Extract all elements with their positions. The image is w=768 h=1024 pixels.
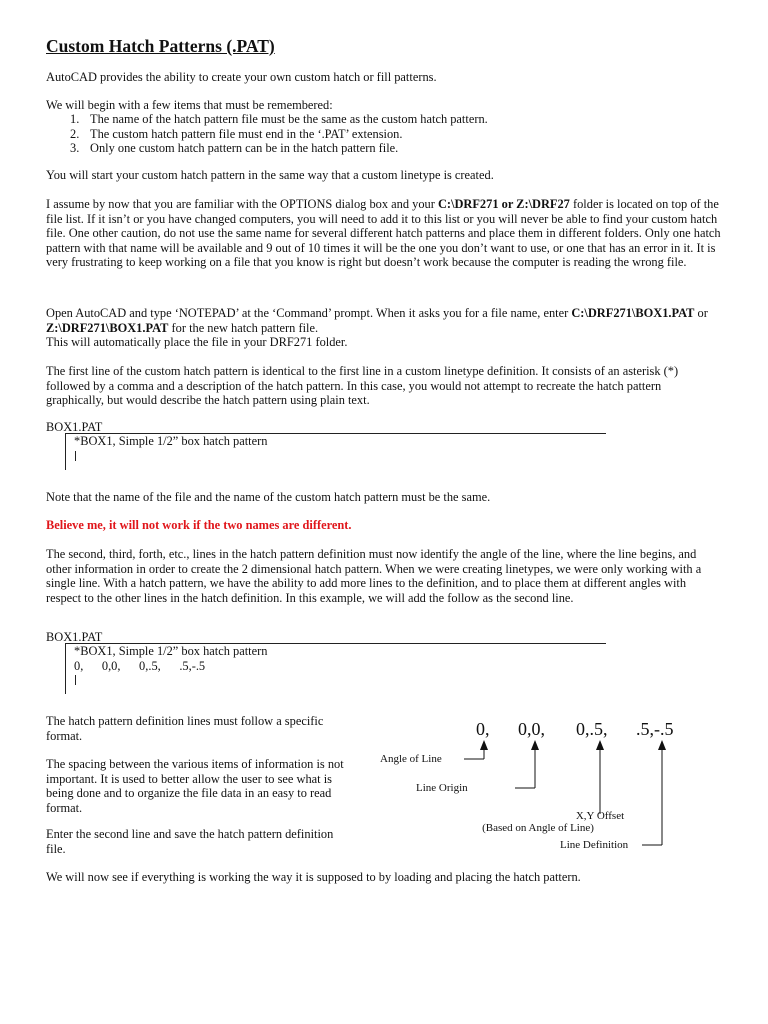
- code-line: *BOX1, Simple 1/2” box hatch pattern: [74, 434, 268, 448]
- diagram-value-origin: 0,0,: [518, 719, 545, 739]
- format-paragraph: The hatch pattern definition lines must follow a specific format.: [46, 714, 324, 743]
- list-item: 2. The custom hatch pattern file must end in the ‘.PAT’ extension.: [70, 126, 403, 141]
- spacing-paragraph: The spacing between the various items of information is not important. It is used to better allow the user to see what is being done and to organize the file data in an easy to read format.: [46, 757, 344, 815]
- line-origin-label: Line Origin: [416, 782, 468, 794]
- code-file-label: BOX1.PAT: [46, 420, 103, 434]
- final-paragraph: We will now see if everything is working the way it is supposed to by loading and placing the hatch pattern.: [46, 870, 581, 884]
- page-title: Custom Hatch Patterns (.PAT): [46, 36, 275, 56]
- enter-paragraph: Enter the second line and save the hatch pattern definition file.: [46, 827, 334, 856]
- notepad-paragraph: Open AutoCAD and type ‘NOTEPAD’ at the ‘Command’ prompt. When it asks you for a file name, enter C:\DRF271\BOX1.PAT or Z:\DRF271\BOX1.PAT for the new hatch pattern file. This will automatically place the file in your DRF271 folder.: [46, 306, 708, 350]
- line-definition-label: Line Definition: [560, 839, 629, 851]
- diagram-value-offset: 0,.5,: [576, 719, 608, 739]
- code-line: *BOX1, Simple 1/2” box hatch pattern: [74, 644, 268, 658]
- options-paragraph: I assume by now that you are familiar with the OPTIONS dialog box and your C:\DRF271 or Z:\DRF27 folder is located on top of the file list. If it isn’t or you have changed computers, you will need to add it to this list or you will never be able to find your custom hatch file. One other caution, do not use the same name for several different hatch patterns and place them in different folders. Only one hatch pattern with that name will be available and 9 out of 10 times it will be the one you don’t want to use, or one that has an error in it. It is very frustrating to keep working on a file that you know is right but doesn’t work because the computer is reading the wrong file.: [46, 197, 721, 270]
- code-cursor-line: [74, 449, 606, 464]
- code-block: [65, 643, 606, 694]
- note-paragraph: Note that the name of the file and the name of the custom hatch pattern must be the same.: [46, 490, 491, 504]
- text-cursor: [75, 451, 76, 461]
- intro-paragraph: AutoCAD provides the ability to create your own custom hatch or fill patterns.: [46, 70, 437, 84]
- start-paragraph: You will start your custom hatch pattern in the same way that a custom linetype is created.: [46, 168, 494, 182]
- hatch-format-diagram: [372, 712, 708, 854]
- diagram-value-angle: 0,: [476, 719, 490, 739]
- warning-text: Believe me, it will not work if the two names are different.: [46, 518, 352, 532]
- remember-list: [46, 112, 722, 156]
- list-item: 1. The name of the hatch pattern file must be the same as the custom hatch pattern.: [70, 112, 488, 126]
- code-file-label: BOX1.PAT: [46, 630, 103, 644]
- list-item: 3. Only one custom hatch pattern can be in the hatch pattern file.: [70, 141, 399, 156]
- code-cursor-line: [74, 673, 606, 688]
- remember-intro: We will begin with a few items that must be remembered:: [46, 98, 333, 112]
- code-block: [65, 433, 606, 470]
- second-line-paragraph: The second, third, forth, etc., lines in the hatch pattern definition must now identify the angle of the line, where the line begins, and other information in order to create the 2 dimensional hatch pattern. When we were creating linetypes, we were only working with a single line. With a hatch pattern, we have the ability to add more lines to the definition, and to place them at different angles with respect to the other lines in the hatch definition. In this example, we will add the follow as the second line.: [46, 547, 702, 605]
- diagram-value-definition: .5,-.5: [636, 719, 674, 739]
- angle-of-line-label: Angle of Line: [380, 753, 442, 765]
- code-line: 0, 0,0, 0,.5, .5,-.5: [74, 658, 206, 673]
- first-line-paragraph: The first line of the custom hatch pattern is identical to the first line in a custom linetype definition. It consists of an asterisk (*) followed by a comma and a description of the hatch pattern. In this case, you would not attempt to recreate the hatch pattern graphically, but would describe the hatch pattern using plain text.: [46, 364, 679, 408]
- xy-offset-sublabel: (Based on Angle of Line): [482, 822, 594, 834]
- text-cursor: [75, 675, 76, 685]
- xy-offset-label: X,Y Offset: [575, 810, 625, 822]
